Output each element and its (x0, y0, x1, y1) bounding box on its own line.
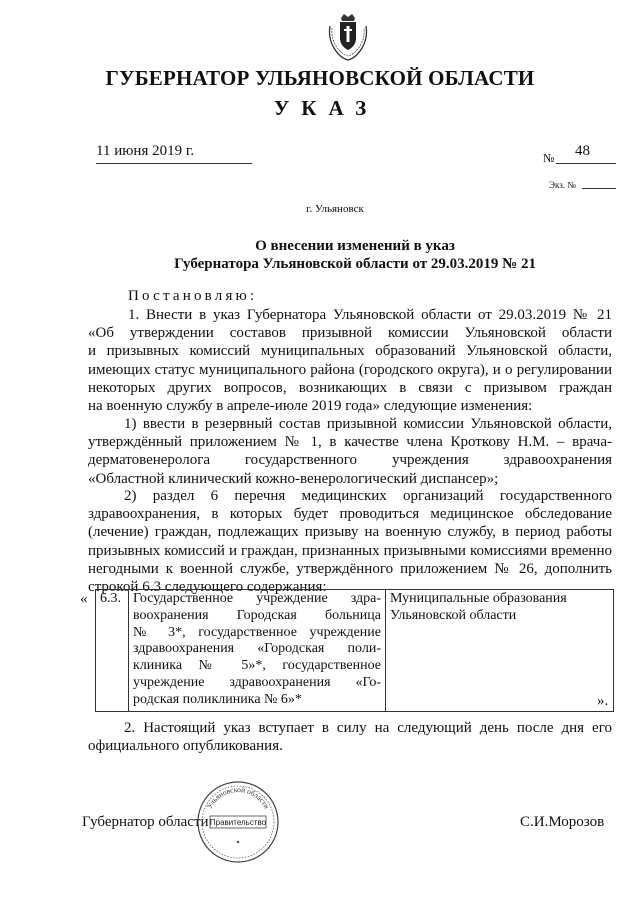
text-line: имеющих статус муниципального района (городского округа), и о регулировании (88, 361, 612, 378)
number-sign: № (543, 151, 555, 165)
text-line: дерматовенеролога государственного учреждения здравоохранения (88, 452, 612, 469)
table-row (96, 590, 614, 712)
subject-line-2: Губернатора Ульяновской области от 29.03.2019 № 21 (174, 256, 536, 272)
paragraph-4 (88, 719, 612, 755)
text-line: утверждённый приложением № 1, в качестве члена Кроткову Н.М. – врача- (88, 434, 612, 451)
signatory-name: С.И.Морозов (520, 814, 605, 830)
document-type: УКАЗ (273, 96, 379, 120)
paragraph-2 (88, 415, 612, 488)
seal-center-text: Правительство (209, 818, 267, 827)
text-line: некоторых других вопросов, возникающих в связи с призывом граждан (88, 379, 612, 396)
text-line: 2) раздел 6 перечня медицинских организаций государственного (124, 488, 612, 504)
text-line: «Областной клинический кожно-венерологический диспансер»; (88, 470, 499, 487)
document-date: 11 июня 2019 г. (96, 143, 195, 159)
text-line: № 3*, государственное учреждение (133, 624, 381, 640)
official-seal (196, 780, 280, 864)
text-line: здравоохранения, в которых будет проводиться медицинское обследование (88, 506, 612, 523)
text-line: клиника № 5»*, государственное (133, 658, 381, 674)
municipality-cell: Муниципальные образования Ульяновской области (386, 590, 614, 712)
text-line: 1. Внести в указ Губернатора Ульяновской области от 29.03.2019 № 21 (128, 307, 612, 323)
quote-open: « (80, 591, 88, 607)
decree-word: Постановляю: (128, 288, 258, 304)
number-underline (556, 163, 616, 164)
text-line: на военную службу в апреле-июле 2019 года» следующие изменения: (88, 398, 533, 415)
issuing-authority: ГУБЕРНАТОР УЛЬЯНОВСКОЙ ОБЛАСТИ (105, 66, 535, 90)
text-line: Государственное учреждение здра- (133, 591, 381, 606)
text-line: строкой 6.3 следующего содержания: (88, 579, 327, 596)
paragraph-3 (88, 487, 612, 596)
quote-close: ». (597, 693, 609, 709)
subject-line-1: О внесении изменений в указ (255, 238, 455, 254)
date-underline (96, 163, 252, 164)
signatory-role: Губернатор области (82, 814, 209, 830)
inserted-row-table (95, 589, 614, 712)
coat-of-arms-emblem (326, 12, 370, 62)
text-line: и призывных комиссий муниципальных образований Ульяновской области, (88, 343, 612, 360)
copy-number-label: Экз. № (549, 180, 576, 190)
text-line: родская поликлиника № 6»* (133, 691, 302, 707)
text-line: воохранения Городская больница (133, 607, 381, 623)
text-line: 1) ввести в резервный состав призывной комиссии Ульяновской области, (124, 416, 612, 432)
organization-cell (129, 590, 386, 712)
text-line: учреждение здравоохранения «Го- (133, 674, 381, 690)
text-line: негодными к военной службе, утверждённого приложением № 26, дополнить (88, 560, 612, 577)
document-number: 48 (575, 143, 590, 159)
paragraph-1 (88, 306, 612, 415)
text-line: (лечение) граждан, подлежащих призыву на военную службу, в период работы (88, 524, 612, 541)
text-line: 2. Настоящий указ вступает в силу на следующий день после дня его (124, 720, 612, 736)
seal-top-text: Ульяновской области (204, 784, 272, 811)
row-number-cell: 6.3. (96, 590, 129, 712)
text-line: официального опубликования. (88, 738, 283, 755)
city: г. Ульяновск (306, 203, 364, 215)
text-line: призывных комиссий и граждан, признанных призывными комиссиями временно (88, 542, 612, 559)
text-line: здравоохранения «Городская поли- (133, 641, 381, 657)
copy-number-underline (582, 188, 616, 189)
text-line: «Об утверждении составов призывной комиссии Ульяновской области (88, 325, 612, 342)
